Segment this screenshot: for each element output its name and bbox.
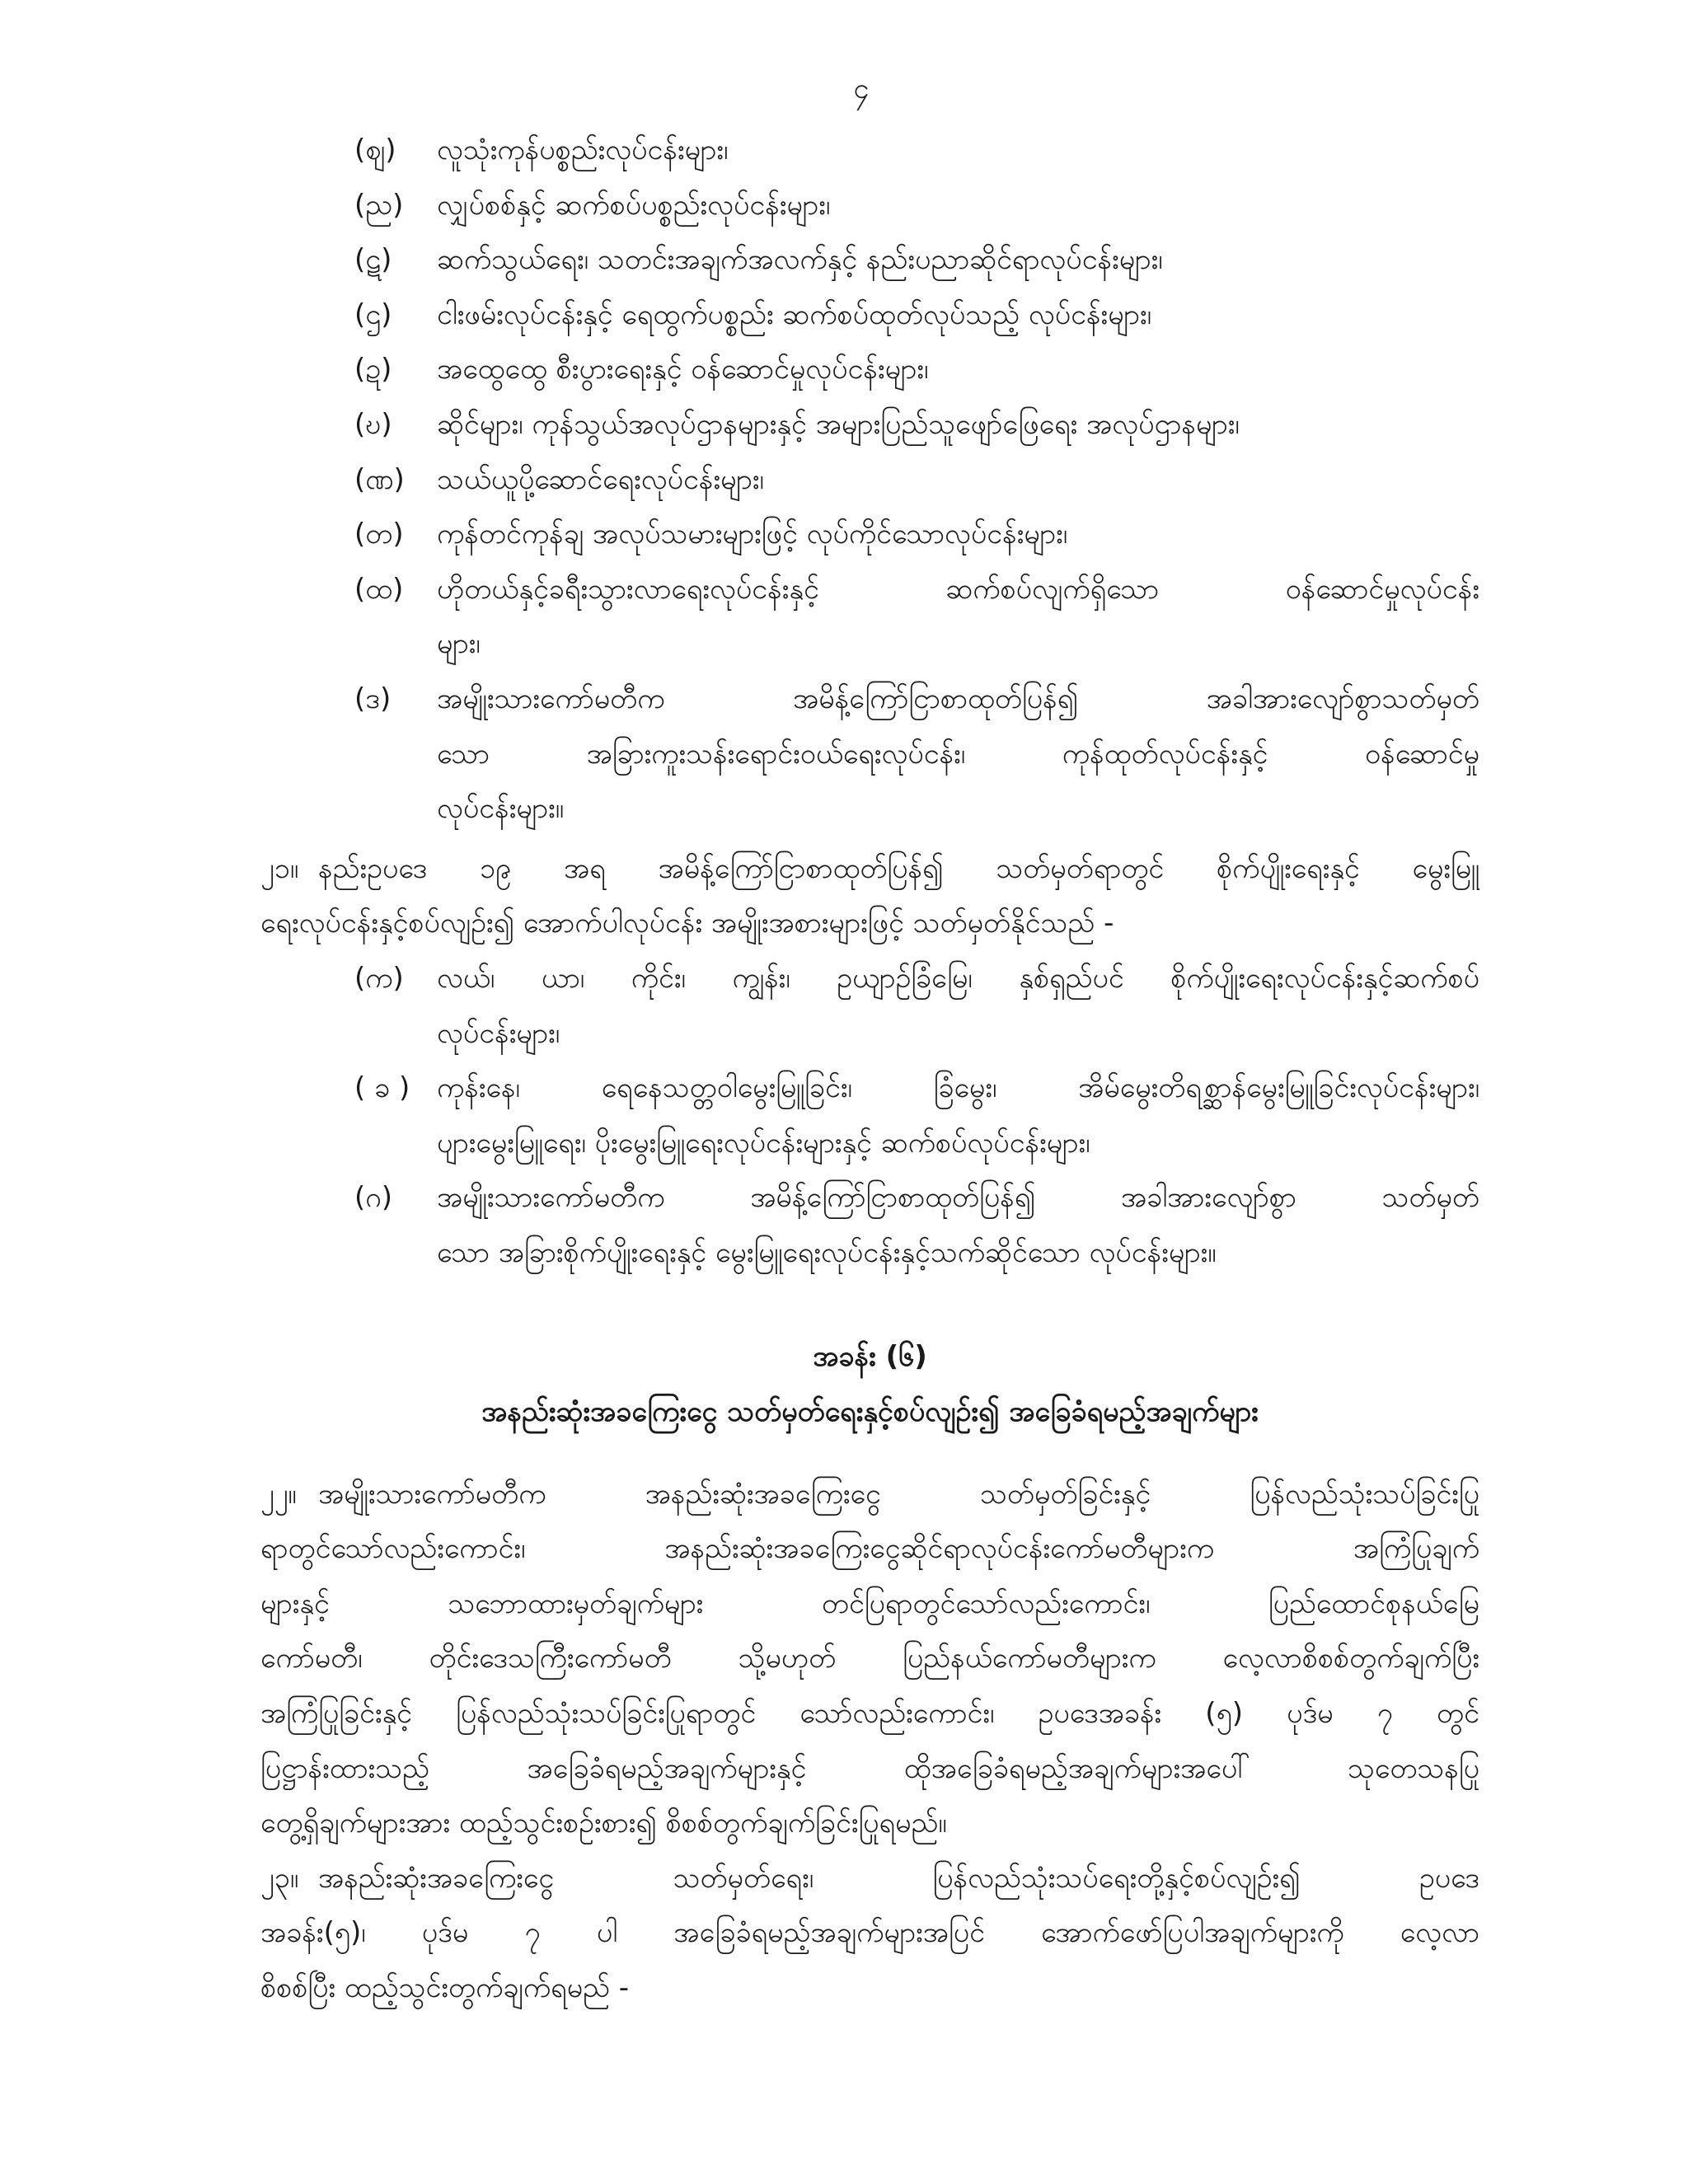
list-item <box>260 672 1479 837</box>
list-item-label: (ဏ) <box>354 462 405 496</box>
list-item <box>260 951 1479 1061</box>
paragraph-line <box>260 841 1479 897</box>
list-item <box>260 507 1479 562</box>
paragraph-22 <box>260 1467 1479 1851</box>
paragraph-number: ၂၁။ <box>260 851 299 885</box>
list-item-line: လျှပ်စစ်နှင့် ဆက်စပ်ပစ္စည်းလုပ်ငန်းများ၊ <box>437 188 831 222</box>
paragraph-21 <box>260 841 1479 951</box>
list-item-text <box>437 507 1479 562</box>
list-item-line: လူသုံးကုန်ပစ္စည်းလုပ်ငန်းများ၊ <box>437 134 729 166</box>
list-item-text <box>437 672 1479 837</box>
list-item <box>260 178 1479 233</box>
list-item-label: (ဒ) <box>354 682 392 715</box>
list-item-label: (ဂ) <box>354 1181 392 1215</box>
paragraph-number: ၂၂။ <box>260 1477 297 1511</box>
list-item-text <box>437 1061 1479 1170</box>
list-item-line: များ၊ <box>437 627 481 661</box>
list-item-line: ပျားမွေးမြူရေး၊ ပိုးမွေးမြူရေးလုပ်ငန်းများနှင့် ဆက်စပ်လုပ်ငန်းများ၊ <box>437 1126 1090 1160</box>
list-item-label: (ဍ) <box>354 353 392 387</box>
list-item <box>260 452 1479 508</box>
list-item-label: (ည) <box>354 188 404 222</box>
list-item-text <box>437 178 1479 233</box>
paragraph-line: ရေးလုပ်ငန်းနှင့်စပ်လျဉ်း၍ အောက်ပါလုပ်ငန်း အမျိုးအစားများဖြင့် သတ်မှတ်နိုင်သည် - <box>260 907 1114 940</box>
list-item-line: သယ်ယူပို့ဆောင်ရေးလုပ်ငန်းများ၊ <box>437 462 764 496</box>
list-item-line: သော အခြားကူးသန်းရောင်းဝယ်ရေးလုပ်ငန်း၊ ကုန်ထုတ်လုပ်ငန်းနှင့် ဝန်ဆောင်မှု <box>437 737 1479 771</box>
paragraph-line-text: အမျိုးသားကော်မတီက အနည်းဆုံးအခကြေးငွေ သတ်မှတ်ခြင်းနှင့် ပြန်လည်သုံးသပ်ခြင်းပြု <box>318 1477 1479 1511</box>
list-item-text <box>437 1170 1479 1280</box>
paragraph-line: တွေ့ရှိချက်များအား ထည့်သွင်းစဉ်းစား၍ စိစစ်တွက်ချက်ခြင်းပြုရမည်။ <box>260 1807 947 1840</box>
paragraph-line <box>260 1851 1479 1906</box>
list-item-line: အမျိုးသားကော်မတီက အမိန့်ကြော်ငြာစာထုတ်ပြန်၍ အခါအားလျော်စွာသတ်မှတ် <box>437 682 1479 715</box>
list-item-label: (တ) <box>354 518 404 551</box>
list-item-line: ဆက်သွယ်ရေး၊ သတင်းအချက်အလက်နှင့် နည်းပညာဆိုင်ရာလုပ်ငန်းများ၊ <box>437 243 1163 277</box>
list-item <box>260 288 1479 343</box>
list-item-line: ဆိုင်များ၊ ကုန်သွယ်အလုပ်ဌာနများနှင့် အများပြည်သူဖျော်ဖြေရေး အလုပ်ဌာနများ၊ <box>437 407 1240 441</box>
list-item-label: (ဌ) <box>354 298 392 331</box>
list-item-line: အမျိုးသားကော်မတီက အမိန့်ကြော်ငြာစာထုတ်ပြန်၍ အခါအားလျော်စွာ သတ်မှတ် <box>437 1181 1479 1215</box>
paragraph-line: စိစစ်ပြီး ထည့်သွင်းတွက်ချက်ရမည် - <box>260 1971 630 2004</box>
list-item <box>260 232 1479 288</box>
page-number: ၄ <box>853 73 870 105</box>
paragraph-line: အခန်း(၅)၊ ပုဒ်မ ၇ ပါ အခြေခံရမည့်အချက်များအပြင် အောက်ဖော်ပြပါအချက်များကို လေ့လာ <box>260 1916 1479 1950</box>
list-item-text <box>437 123 1479 178</box>
list-item-label: (ဋ) <box>354 243 392 277</box>
list-item-text <box>437 232 1479 288</box>
paragraph-line: ပြဋ္ဌာန်းထားသည့် အခြေခံရမည့်အချက်များနှင့် ထိုအခြေခံရမည့်အချက်များအပေါ် သုတေသနပြု <box>260 1751 1479 1785</box>
list-item <box>260 123 1479 178</box>
paragraph-line <box>260 1467 1479 1522</box>
list-item-label: ( ခ ) <box>354 1071 410 1105</box>
list-item-label: (ထ) <box>354 572 404 606</box>
chapter-title: အနည်းဆုံးအခကြေးငွေ သတ်မှတ်ရေးနှင့်စပ်လျဉ်း၍ အခြေခံရမည့်အချက်များ <box>481 1395 1259 1429</box>
list-item-label: (ဈ) <box>354 134 396 166</box>
list-item-text <box>437 951 1479 1061</box>
list-item <box>260 1061 1479 1170</box>
list-item <box>260 397 1479 452</box>
list-item-line: ကုန်းနေ၊ ရေနေသတ္တဝါမွေးမြူခြင်း၊ ခြံမွေး၊ အိမ်မွေးတိရစ္ဆာန်မွေးမြူခြင်းလုပ်ငန်းများ၊ <box>437 1071 1479 1105</box>
list-item <box>260 1170 1479 1280</box>
paragraph-line-text: အနည်းဆုံးအခကြေးငွေ သတ်မှတ်ရေး၊ ပြန်လည်သုံးသပ်ရေးတို့နှင့်စပ်လျဉ်း၍ ဥပဒေ <box>318 1861 1479 1895</box>
paragraph-line: ရာတွင်သော်လည်းကောင်း၊ အနည်းဆုံးအခကြေးငွေဆိုင်ရာလုပ်ငန်းကော်မတီများက အကြံပြုချက် <box>260 1532 1479 1566</box>
paragraph-23 <box>260 1851 1479 2016</box>
paragraph-line-text: နည်းဥပဒေ ၁၉ အရ အမိန့်ကြော်ငြာစာထုတ်ပြန်၍ သတ်မှတ်ရာတွင် စိုက်ပျိုးရေးနှင့် မွေးမြူ <box>318 851 1479 885</box>
paragraph-line: များနှင့် သဘောထားမှတ်ချက်များ တင်ပြရာတွင်သော်လည်းကောင်း၊ ပြည်ထောင်စုနယ်မြေ <box>260 1586 1479 1620</box>
list-item-line: ကုန်တင်ကုန်ချ အလုပ်သမားများဖြင့် လုပ်ကိုင်သောလုပ်ငန်းများ၊ <box>437 518 1068 551</box>
list-item-line: သော အခြားစိုက်ပျိုးရေးနှင့် မွေးမြူရေးလုပ်ငန်းနှင့်သက်ဆိုင်သော လုပ်ငန်းများ။ <box>437 1235 1217 1269</box>
paragraph-line: ကော်မတီ၊ တိုင်းဒေသကြီးကော်မတီ သို့မဟုတ် ပြည်နယ်ကော်မတီများက လေ့လာစိစစ်တွက်ချက်ပြီး <box>260 1642 1479 1675</box>
list-item-text <box>437 562 1479 672</box>
list-item-label: (က) <box>354 961 404 995</box>
list-item-label: (ဎ) <box>354 407 392 441</box>
list-item-text <box>437 452 1479 508</box>
list-item-line: လယ်၊ ယာ၊ ကိုင်း၊ ကျွန်း၊ ဥယျာဉ်ခြံမြေ၊ နှစ်ရှည်ပင် စိုက်ပျိုးရေးလုပ်ငန်းနှင့်ဆက်စပ် <box>437 961 1479 995</box>
page-body <box>260 123 1479 2016</box>
list-item-text <box>437 397 1479 452</box>
list-item-line: ဟိုတယ်နှင့်ခရီးသွားလာရေးလုပ်ငန်းနှင့် ဆက်စပ်လျက်ရှိသော ဝန်ဆောင်မှုလုပ်ငန်း <box>437 572 1479 606</box>
paragraph-line: အကြံပြုခြင်းနှင့် ပြန်လည်သုံးသပ်ခြင်းပြုရာတွင် သော်လည်းကောင်း၊ ဥပဒေအခန်း (၅) ပုဒ်မ ၇ တွင် <box>260 1697 1479 1731</box>
list-item-line: အထွေထွေ စီးပွားရေးနှင့် ဝန်ဆောင်မှုလုပ်ငန်းများ၊ <box>437 353 929 387</box>
list-item-line: ငါးဖမ်းလုပ်ငန်းနှင့် ရေထွက်ပစ္စည်း ဆက်စပ်ထုတ်လုပ်သည့် လုပ်ငန်းများ၊ <box>437 298 1151 331</box>
list-item-text <box>437 288 1479 343</box>
list-item <box>260 562 1479 672</box>
list-item-text <box>437 342 1479 397</box>
paragraph-number: ၂၃။ <box>260 1861 299 1895</box>
chapter-heading: အခန်း (၆) <box>813 1340 927 1374</box>
list-item-line: လုပ်ငန်းများ၊ <box>437 1016 560 1050</box>
list-item-line: လုပ်ငန်းများ။ <box>437 792 565 826</box>
list-item <box>260 342 1479 397</box>
